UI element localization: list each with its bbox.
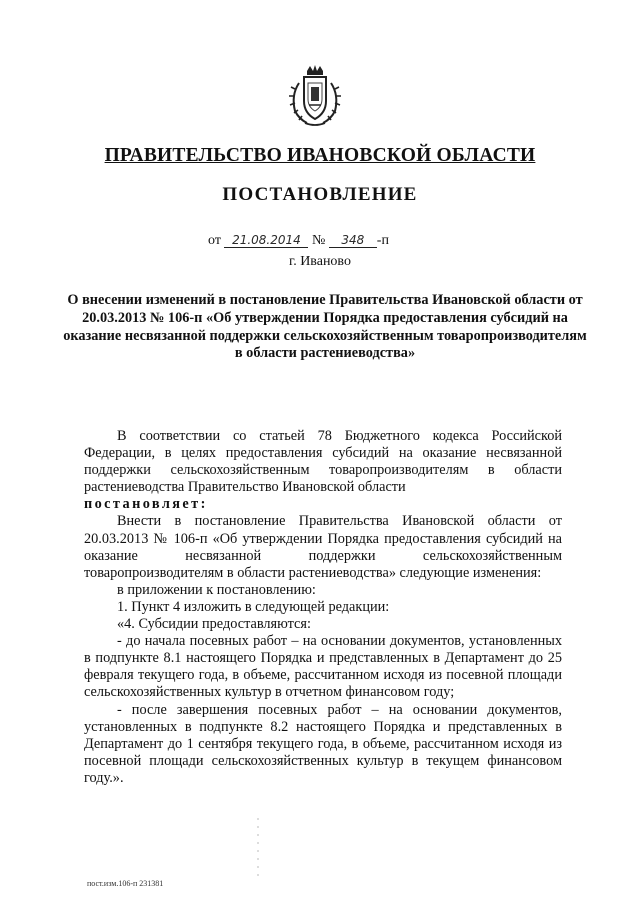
paragraph-5: - до начала посевных работ – на основании документов, установленных в подпункте 8.1 настоящего Порядка и представленных в Департамент до 25 февраля текущего года, в объеме, рассчитанном исходя из посевной площади сельскохозяйственных культур в отчетном финансовом году; bbox=[84, 633, 562, 701]
resolves-paragraph bbox=[84, 496, 562, 513]
from-label: от bbox=[208, 233, 221, 248]
paragraph-2: в приложении к постановлению: bbox=[117, 581, 316, 598]
number-label: № bbox=[311, 233, 326, 248]
document-number: 348 bbox=[329, 233, 377, 248]
document-type: ПОСТАНОВЛЕНИЕ bbox=[222, 184, 418, 205]
paragraph-3: 1. Пункт 4 изложить в следующей редакции: bbox=[117, 598, 390, 615]
paragraph-6: - после завершения посевных работ – на основании документов, установленных в подпункте 8.2 настоящего Порядка и представленных в Департамент до 1 сентября текущего года, в объеме, рассчитанном исходя из посевной площади сельскохозяйственных культур в текущем финансовом году.». bbox=[84, 701, 562, 786]
date-number-line bbox=[208, 233, 389, 249]
city: г. Иваново bbox=[289, 254, 351, 269]
scan-artifact bbox=[257, 818, 259, 878]
footer-code: пост.изм.106-п 231381 bbox=[87, 879, 164, 888]
document-title: О внесении изменений в постановление Правительства Ивановской области от 20.03.2013 № 106-п «Об утверждении Порядка предоставления субсидий на оказание несвязанной поддержки сельскохозяйственным товаропроизводителям в области растениеводства» bbox=[63, 292, 587, 362]
resolves-word: постановляет: bbox=[84, 496, 208, 513]
paragraph-4: «4. Субсидии предоставляются: bbox=[117, 616, 311, 633]
number-suffix: -п bbox=[376, 233, 389, 248]
government-name: ПРАВИТЕЛЬСТВО ИВАНОВСКОЙ ОБЛАСТИ bbox=[104, 145, 536, 166]
document-date: 21.08.2014 bbox=[224, 233, 308, 248]
intro-paragraph: В соответствии со статьей 78 Бюджетного кодекса Российской Федерации, в целях предоставления субсидий на оказание несвязанной поддержки сельскохозяйственным товаропроизводителям в области растениеводства Правительство Ивановской области bbox=[84, 428, 562, 496]
paragraph-1: Внести в постановление Правительства Ивановской области от 20.03.2013 № 106-п «Об утверждении Порядка предоставления субсидий на оказание несвязанной поддержки сельскохозяйственным товаропроизводителям в области растениеводства» следующие изменения: bbox=[84, 513, 562, 581]
coat-of-arms-icon bbox=[285, 65, 345, 127]
document-body bbox=[84, 428, 562, 787]
